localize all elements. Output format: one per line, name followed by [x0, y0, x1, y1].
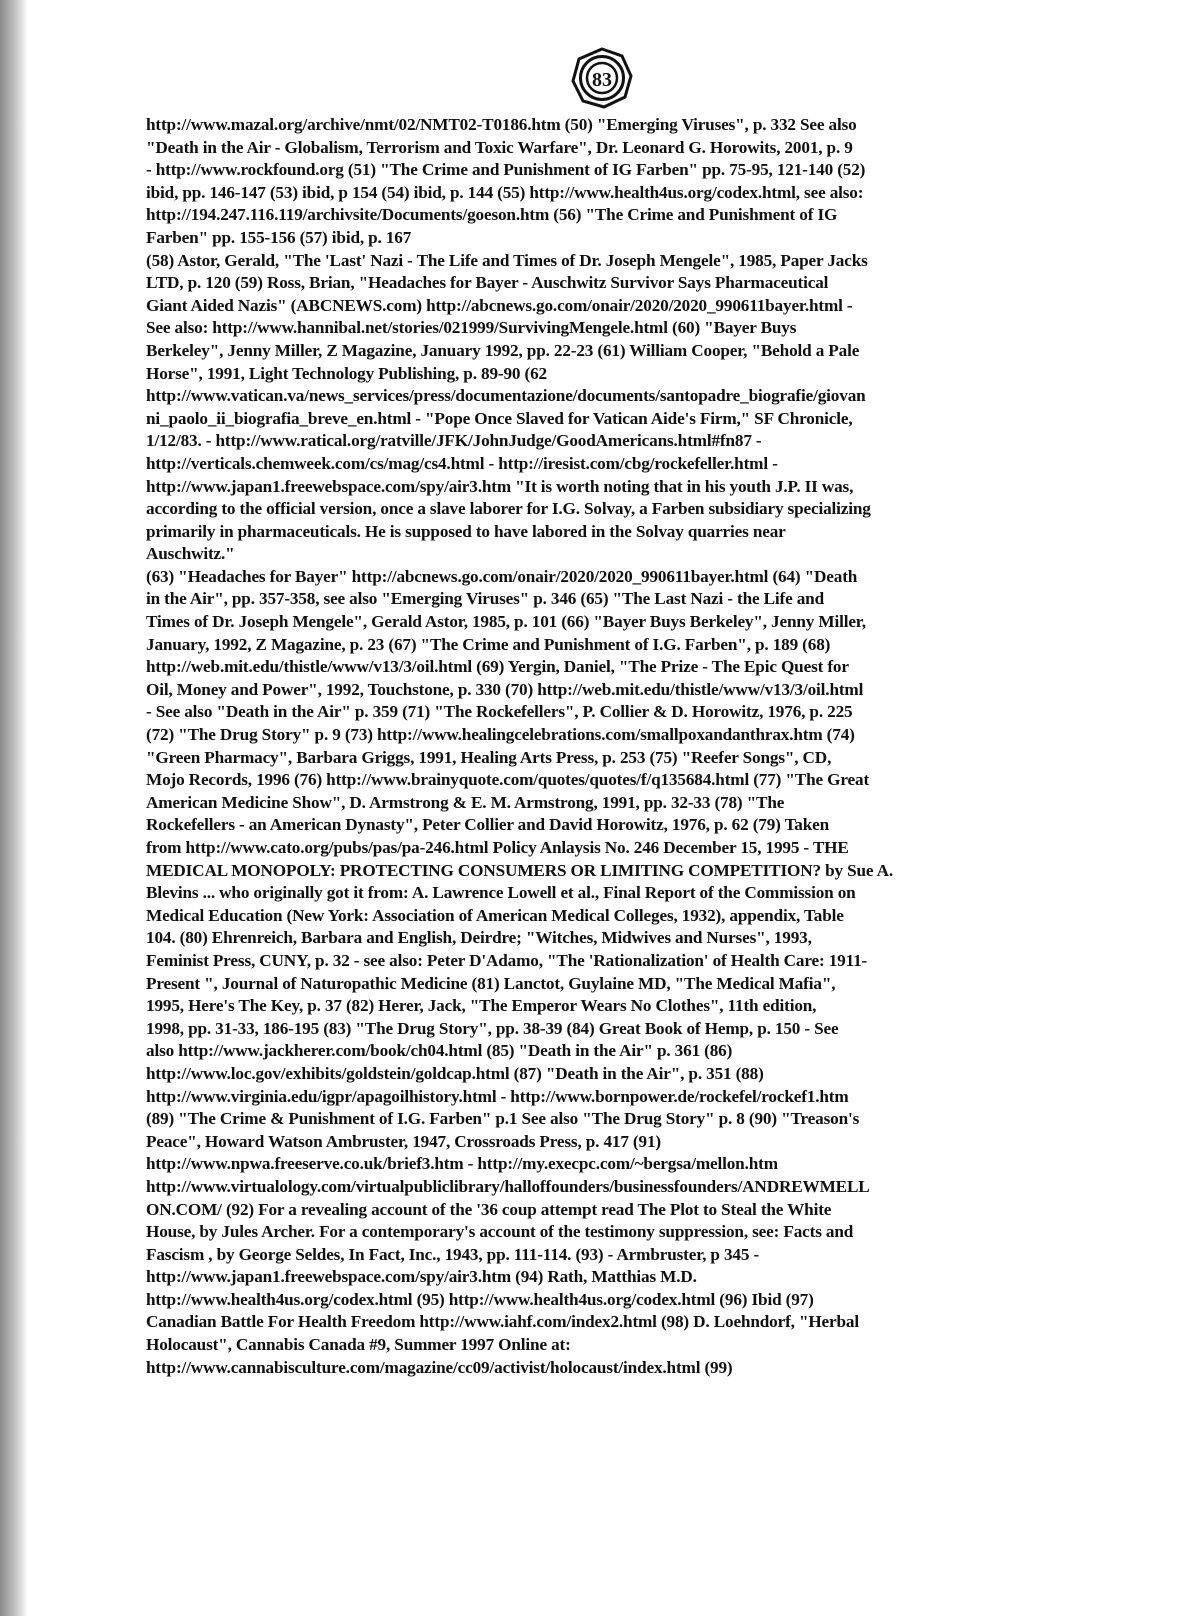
page-number-seal	[570, 46, 634, 110]
page-number-stamp-icon	[570, 46, 634, 110]
footnotes-block	[146, 114, 1046, 1379]
footnotes-paragraph-3: (63) "Headaches for Bayer" http://abcnews.go.com/onair/2020/2020_990611bayer.html (64) "Death in the Air", pp. 357-358, see also "Emerging Viruses" p. 346 (65) "The Last Nazi - the Life and Times of Dr. Joseph Mengele", Gerald Astor, 1985, p. 101 (66) "Bayer Buys Berkeley", Jenny Miller, January, 1992, Z Magazine, p. 23 (67) "The Crime and Punishment of I.G. Farben", p. 189 (68) http://web.mit.edu/thistle/www/v13/3/oil.html (69) Yergin, Daniel, "The Prize - The Epic Quest for Oil, Money and Power", 1992, Touchstone, p. 330 (70) http://web.mit.edu/thistle/www/v13/3/oil.html - See also "Death in the Air" p. 359 (71) "The Rockefellers", P. Collier & D. Horowitz, 1976, p. 225 (72) "The Drug Story" p. 9 (73) http://www.healingcelebrations.com/smallpoxandanthrax.htm (74) "Green Pharmacy", Barbara Griggs, 1991, Healing Arts Press, p. 253 (75) "Reefer Songs", CD, Mojo Records, 1996 (76) http://www.brainyquote.com/quotes/quotes/f/q135684.html (77) "The Great American Medicine Show", D. Armstrong & E. M. Armstrong, 1991, pp. 32-33 (78) "The Rockefellers - an American Dynasty", Peter Collier and David Horowitz, 1976, p. 62 (79) Taken from http://www.cato.org/pubs/pas/pa-246.html Policy Anlaysis No. 246 December 15, 1995 - THE MEDICAL MONOPOLY: PROTECTING CONSUMERS OR LIMITING COMPETITION? by Sue A. Blevins ... who originally got it from: A. Lawrence Lowell et al., Final Report of the Commission on Medical Education (New York: Association of American Medical Colleges, 1932), appendix, Table 104. (80) Ehrenreich, Barbara and English, Deirdre; "Witches, Midwives and Nurses", 1993, Feminist Press, CUNY, p. 32 - see also: Peter D'Adamo, "The 'Rationalization' of Health Care: 1911- Present ", Journal of Naturopathic Medicine (81) Lanctot, Guylaine MD, "The Medical Mafia", 1995, Here's The Key, p. 37 (82) Herer, Jack, "The Emperor Wears No Clothes", 11th edition, 1998, pp. 31-33, 186-195 (83) "The Drug Story", pp. 38-39 (84) Great Book of Hemp, p. 150 - See also http://www.jackherer.com/book/ch04.html (85) "Death in the Air" p. 361 (86) http://www.loc.gov/exhibits/goldstein/goldcap.html (87) "Death in the Air", p. 351 (88) http://www.virginia.edu/igpr/apagoilhistory.html - http://www.bornpower.de/rockefel/rockef1.htm (89) "The Crime & Punishment of I.G. Farben" p.1 See also "The Drug Story" p. 8 (90) "Treason's Peace", Howard Watson Ambruster, 1947, Crossroads Press, p. 417 (91) http://www.npwa.freeserve.co.uk/brief3.htm - http://my.execpc.com/~bergsa/mellon.htm http://www.virtualology.com/virtualpubliclibrary/halloffounders/businessfounders/ANDREWMELL ON.COM/ (92) For a revealing account of the '36 coup attempt read The Plot to Steal the White House, by Jules Archer. For a contemporary's account of the testimony suppression, see: Facts and Fascism , by George Seldes, In Fact, Inc., 1943, pp. 111-114. (93) - Armbruster, p 345 - http://www.japan1.freewebspace.com/spy/air3.htm (94) Rath, Matthias M.D. http://www.health4us.org/codex.html (95) http://www.health4us.org/codex.html (96) Ibid (97) Canadian Battle For Health Freedom http://www.iahf.com/index2.html (98) D. Loehndorf, "Herbal Holocaust", Cannabis Canada #9, Summer 1997 Online at: http://www.cannabisculture.com/magazine/cc09/activist/holocaust/index.html (99)	[146, 566, 893, 1377]
page-number: 83	[592, 69, 612, 91]
footnotes-paragraph-2: (58) Astor, Gerald, "The 'Last' Nazi - The Life and Times of Dr. Joseph Mengele", 1985, Paper Jacks LTD, p. 120 (59) Ross, Brian, "Headaches for Bayer - Auschwitz Survivor Says Pharmaceutical Giant Aided Nazis" (ABCNEWS.com) http://abcnews.go.com/onair/2020/2020_990611bayer.html - See also: http://www.hannibal.net/stories/021999/SurvivingMengele.html (60) "Bayer Buys Berkeley", Jenny Miller, Z Magazine, January 1992, pp. 22-23 (61) William Cooper, "Behold a Pale Horse", 1991, Light Technology Publishing, p. 89-90 (62 http://www.vatican.va/news_services/press/documentazione/documents/santopadre_biografie/giovan ni_paolo_ii_biografia_breve_en.html - "Pope Once Slaved for Vatican Aide's Firm," SF Chronicle, 1/12/83. - http://www.ratical.org/ratville/JFK/JohnJudge/GoodAmericans.html#fn87 - http://verticals.chemweek.com/cs/mag/cs4.html - http://iresist.com/cbg/rockefeller.html - http://www.japan1.freewebspace.com/spy/air3.htm "It is worth noting that in his youth J.P. II was, according to the official version, once a slave laborer for I.G. Solvay, a Farben subsidiary specializing primarily in pharmaceuticals. He is supposed to have labored in the Solvay quarries near Auschwitz."	[146, 250, 871, 564]
footnotes-paragraph-1: http://www.mazal.org/archive/nmt/02/NMT02-T0186.htm (50) "Emerging Viruses", p. 332 See also "Death in the Air - Globalism, Terrorism and Toxic Warfare", Dr. Leonard G. Horowits, 2001, p. 9 - http://www.rockfound.org (51) "The Crime and Punishment of IG Farben" pp. 75-95, 121-140 (52) ibid, pp. 146-147 (53) ibid, p 154 (54) ibid, p. 144 (55) http://www.health4us.org/codex.html, see also: http://194.247.116.119/archivsite/Documents/goeson.htm (56) "The Crime and Punishment of IG Farben" pp. 155-156 (57) ibid, p. 167	[146, 115, 866, 247]
scan-shadow-edge	[0, 0, 28, 1616]
